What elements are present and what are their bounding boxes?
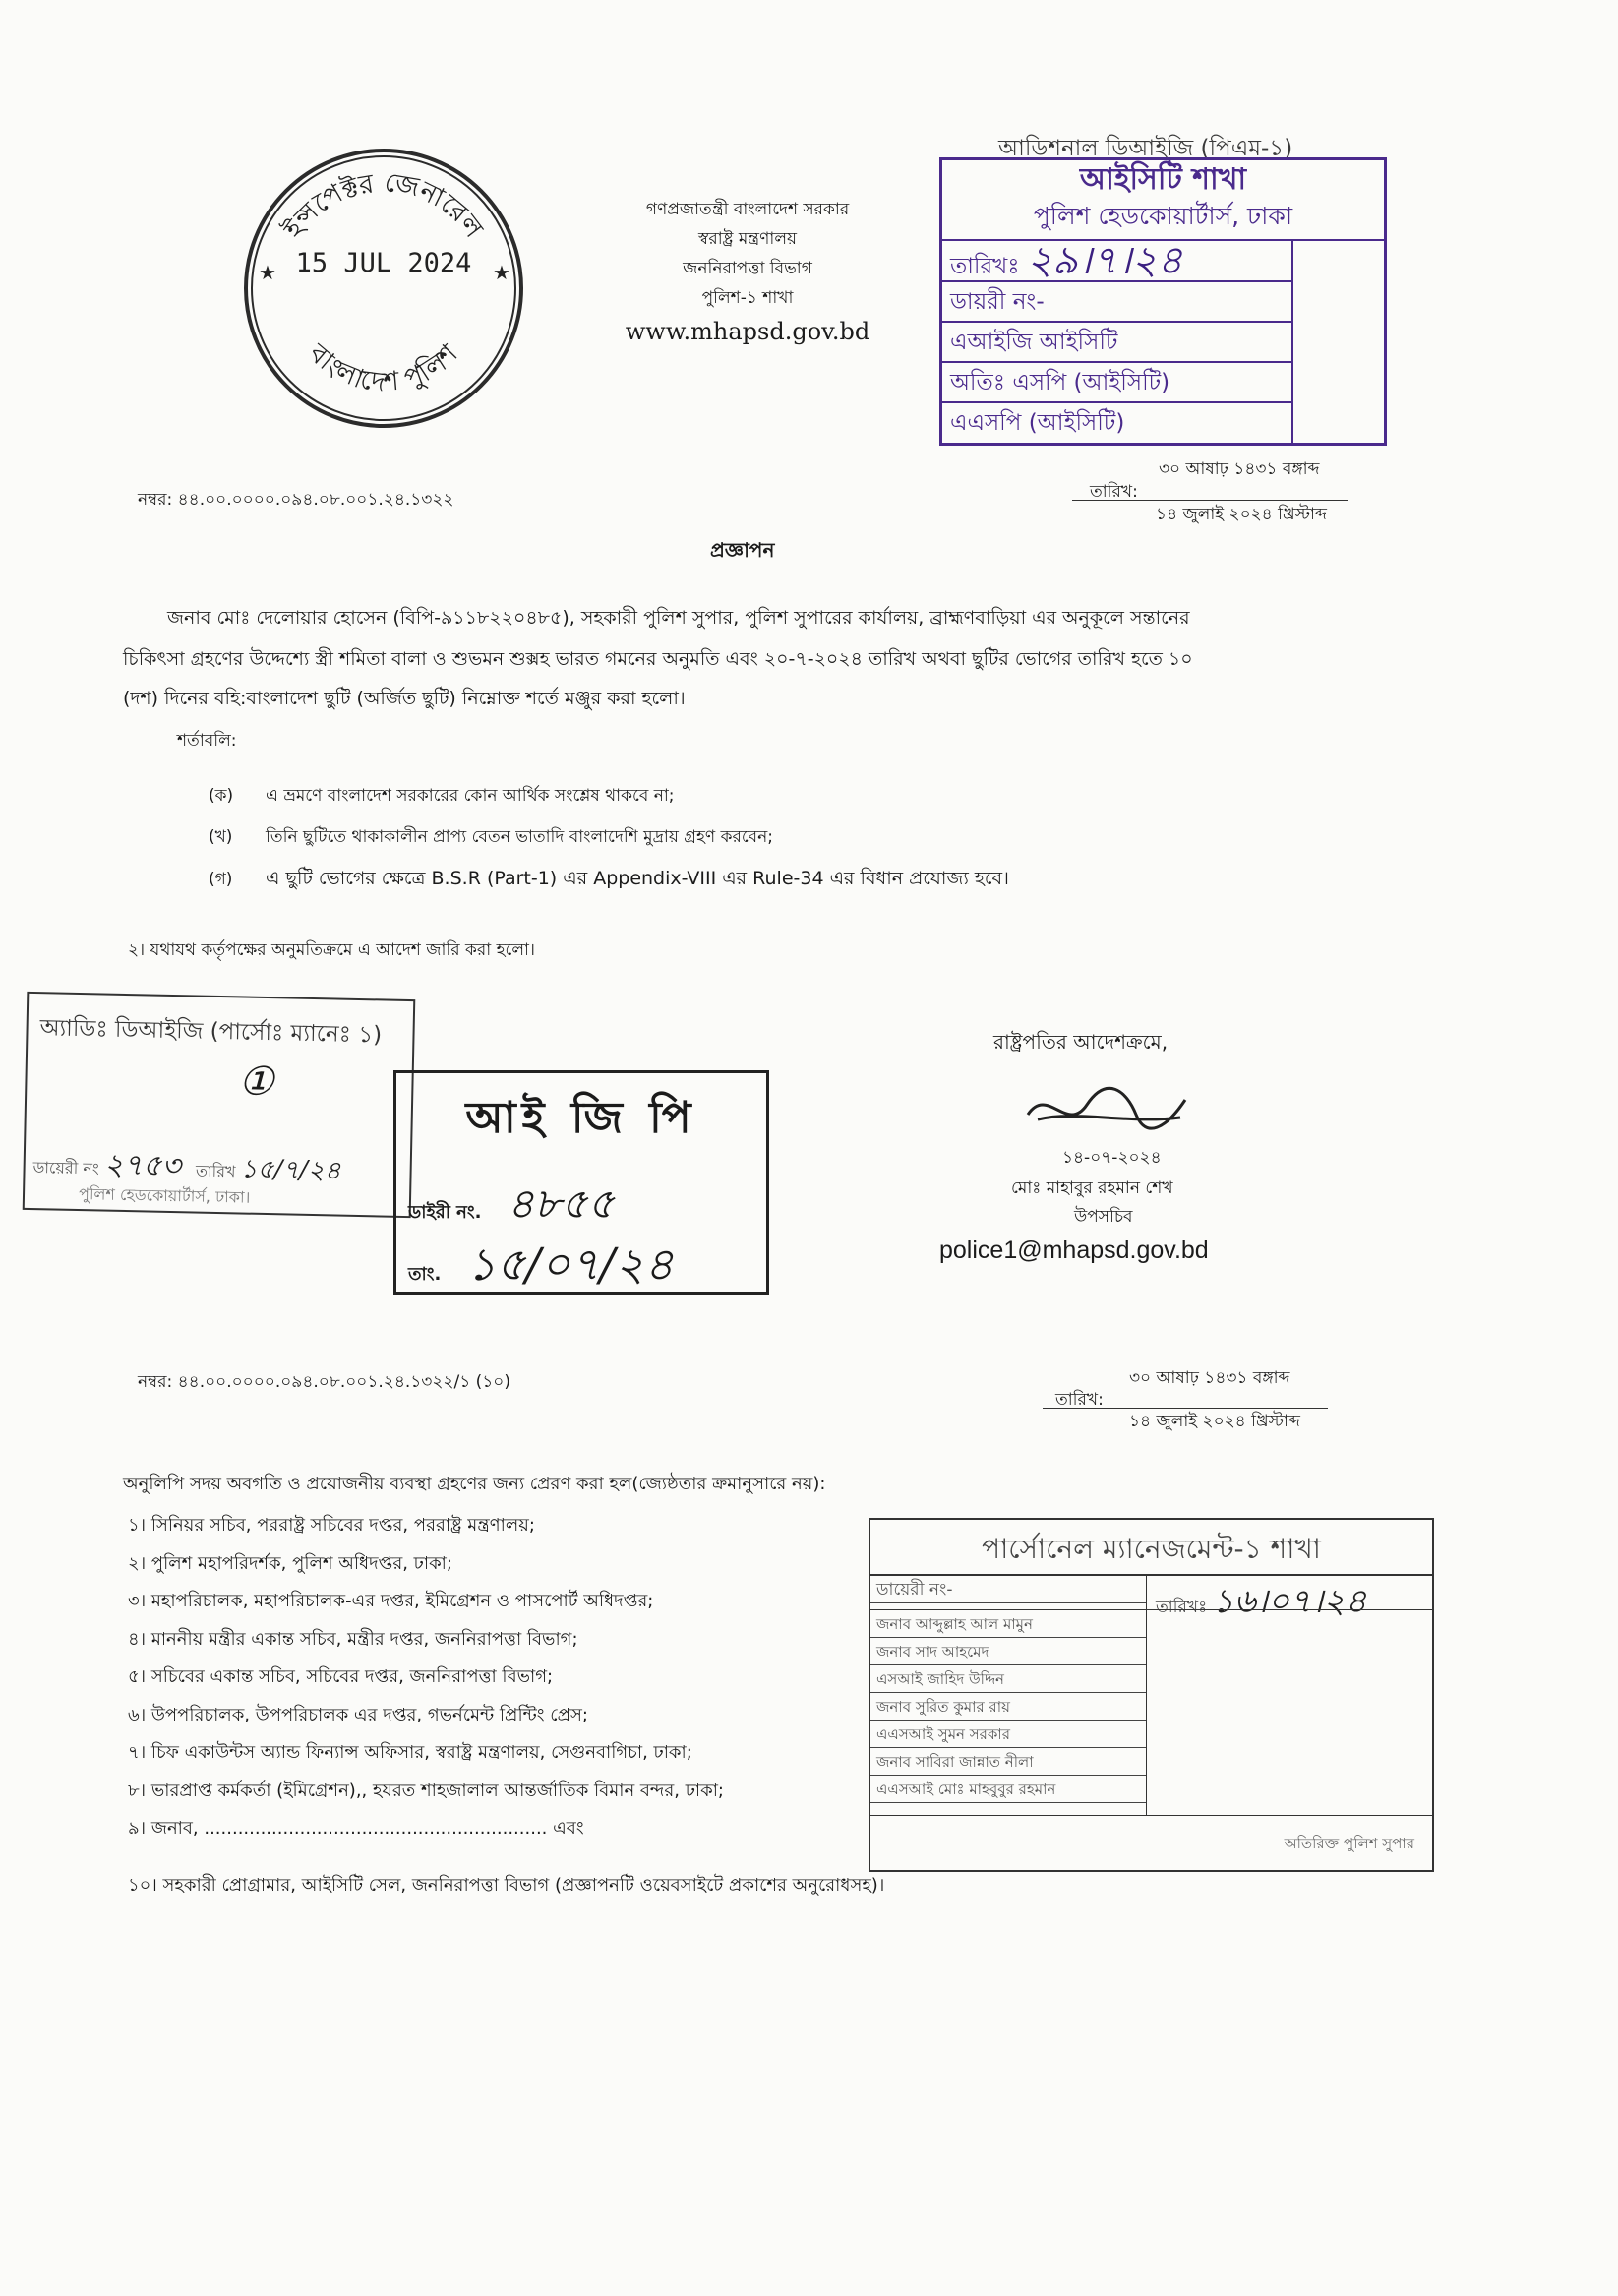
point-2: ২। যথাযথ কর্তৃপক্ষের অনুমতিক্রমে এ আদেশ জারি করা হলো। xyxy=(128,940,536,960)
copy-item: ১। সিনিয়র সচিব, পররাষ্ট্র সচিবের দপ্তর, পররাষ্ট্র মন্ত্রণালয়; xyxy=(128,1515,535,1536)
ict-date-value: ২৯।৭।২৪ xyxy=(1026,238,1183,283)
memo-date-en: ১৪ জুলাই ২০২৪ খ্রিস্টাব্দ xyxy=(1156,505,1327,524)
date-divider xyxy=(1043,1408,1328,1409)
copy-item: ৩। মহাপরিচালক, মহাপরিচালক-এর দপ্তর, ইমিগ্রেশন ও পাসপোর্ট অধিদপ্তর; xyxy=(128,1591,654,1611)
signature-date: ১৪-০৭-২০২৪ xyxy=(1062,1148,1162,1168)
copy-intro: অনুলিপি সদয় অবগতি ও প্রয়োজনীয় ব্যবস্থা গ্রহণের জন্য প্রেরণ করা হল(জ্যেষ্ঠতার ক্রমানুসারে নয়): xyxy=(123,1474,826,1494)
svg-text:বাংলাদেশ পুলিশ xyxy=(302,337,464,397)
ict-stamp-header xyxy=(942,160,1384,241)
condition-item: (খ) তিনি ছুটিতে থাকাকালীন প্রাপ্য বেতন ভাতাদি বাংলাদেশি মুদ্রায় গ্রহণ করবেন; xyxy=(209,827,773,847)
condition-item: (ক) এ ভ্রমণে বাংলাদেশ সরকারের কোন আর্থিক সংশ্লেষ থাকবে না; xyxy=(209,786,675,806)
copy-item: ২। পুলিশ মহাপরিদর্শক, পুলিশ অধিদপ্তর, ঢাকা; xyxy=(128,1552,452,1574)
star-icon: ★ xyxy=(259,261,276,284)
ict-stamp-date-row xyxy=(942,239,1291,282)
letterhead-government: গণপ্রজাতন্ত্রী বাংলাদেশ সরকার xyxy=(645,200,850,219)
body-line: জনাব মোঃ দেলোয়ার হোসেন (বিপি-৯১১৮২২০৪৮৫), সহকারী পুলিশ সুপার, পুলিশ সুপারের কার্যালয়, ব্রাহ্মণবাড়িয়া এর অনুকূলে সন্তানের xyxy=(167,607,1190,629)
ict-diary-label: ডায়রী নং- xyxy=(950,289,1045,315)
seal-top-text: ইন্সপেক্টর জেনারেল xyxy=(277,166,490,244)
inspector-general-seal xyxy=(241,146,526,431)
signatory-name: মোঃ মাহাবুর রহমান শেখ xyxy=(1011,1178,1173,1198)
star-icon: ★ xyxy=(493,261,510,284)
ict-stamp-name: আইসিটি শাখা xyxy=(1079,162,1247,197)
pm-row: এএসআই মোঃ মাহবুবুর রহমান xyxy=(870,1776,1146,1803)
igp-stamp-title: আই জি পি xyxy=(465,1093,697,1143)
notification-title: প্রজ্ঞাপন xyxy=(710,538,775,562)
date-divider xyxy=(1072,500,1348,501)
pm-row: এএসআই সুমন সরকার xyxy=(870,1721,1146,1748)
body-line: চিকিৎসা গ্রহণের উদ্দেশ্যে স্ত্রী শমিতা বালা ও শুভমন শুক্সহ ভারত গমনের অনুমতি এবং ২০-৭-২০২৪ তারিখ অথবা ছুটির ভোগের তারিখ হতে ১০ xyxy=(123,648,1193,670)
seal-bottom-text: বাংলাদেশ পুলিশ xyxy=(302,337,464,398)
left-stamp-mark: ① xyxy=(238,1058,274,1106)
ict-date-label: তারিখঃ xyxy=(950,254,1020,279)
copy-item: ৬। উপপরিচালক, উপপরিচালক এর দপ্তর, গভর্নমেন্ট প্রিন্টিং প্রেস; xyxy=(128,1704,588,1725)
pm-row: এসআই জাহিদ উদ্দিন xyxy=(870,1665,1146,1693)
presidential-order: রাষ্ট্রপতির আদেশক্রমে, xyxy=(993,1030,1169,1054)
copy-item: ৭। চিফ একাউন্টস অ্যান্ড ফিন্যান্স অফিসার, স্বরাষ্ট্র মন্ত্রণালয়, সেগুনবাগিচা, ঢাকা; xyxy=(128,1742,692,1763)
ict-stamp-row-addl-sp: অতিঃ এসপি (আইসিটি) xyxy=(942,363,1291,403)
pm-date-row: তারিখঃ ১৬।০৭।২৪ xyxy=(1156,1582,1367,1621)
pm-row: জনাব আব্দুল্লাহ আল মামুন xyxy=(870,1610,1146,1638)
ict-stamp-row-aig: এআইজি আইসিটি xyxy=(942,323,1291,363)
igp-stamp xyxy=(393,1070,769,1295)
personnel-management-stamp xyxy=(869,1518,1434,1872)
ict-stamp-sub: পুলিশ হেডকোয়ার্টার্স, ঢাকা xyxy=(1033,202,1293,230)
igp-diary-row: ডাইরী নং. ৪৮৫৫ xyxy=(408,1179,615,1228)
signatory-email[interactable]: police1@mhapsd.gov.bd xyxy=(939,1237,1209,1264)
seal-date: 15 JUL 2024 xyxy=(295,248,472,278)
pm-row: জনাব সুরিত কুমার রায় xyxy=(870,1693,1146,1721)
left-stamp-title: অ্যাডিঃ ডিআইজি (পার্সোঃ ম্যানেঃ ১) xyxy=(39,1015,383,1049)
pm-diary-row: ডায়েরী নং- xyxy=(870,1576,1146,1603)
condition-item: (গ) এ ছুটি ভোগের ক্ষেত্রে B.S.R (Part-1) এর Appendix-VIII এর Rule-34 এর বিধান প্রযোজ্য হবে। xyxy=(209,868,1009,889)
conditions-heading: শর্তাবলি: xyxy=(177,731,237,751)
letterhead-website[interactable]: www.mhapsd.gov.bd xyxy=(625,318,870,345)
pm-stamp-footer: অতিরিক্ত পুলিশ সুপার xyxy=(1284,1835,1414,1852)
memo-date-label: তারিখ: xyxy=(1090,482,1138,502)
letterhead-branch: পুলিশ-১ শাখা xyxy=(701,288,794,308)
copy-item: ৪। মাননীয় মন্ত্রীর একান্ত সচিব, মন্ত্রীর দপ্তর, জননিরাপত্তা বিভাগ; xyxy=(128,1628,578,1650)
copy-item: ১০। সহকারী প্রোগ্রামার, আইসিটি সেল, জননিরাপত্তা বিভাগ (প্রজ্ঞাপনটি ওয়েবসাইটে প্রকাশের অনুরোধসহ)। xyxy=(128,1875,885,1896)
left-stamp-footer: পুলিশ হেডকোয়ার্টার্স, ঢাকা। xyxy=(78,1184,251,1207)
memo-date-bn: ৩০ আষাঢ় ১৪৩১ বঙ্গাব্দ xyxy=(1159,459,1320,479)
copy-item: ৮। ভারপ্রাপ্ত কর্মকর্তা (ইমিগ্রেশন),, হযরত শাহজালাল আন্তর্জাতিক বিমান বন্দর, ঢাকা; xyxy=(128,1780,724,1801)
ict-stamp-row-asp: এএসপি (আইসিটি) xyxy=(950,410,1125,436)
signature-scribble xyxy=(1018,1080,1195,1139)
letterhead xyxy=(600,195,895,350)
left-stamp-diary: ডায়েরী নং ২৭৫৩ তারিখ ১৫/৭/২৪ xyxy=(32,1147,341,1186)
copy-item: ৫। সচিবের একান্ত সচিব, সচিবের দপ্তর, জননিরাপত্তা বিভাগ; xyxy=(128,1666,554,1687)
memo-number: নম্বর: ৪৪.০০.০০০০.০৯৪.০৮.০০১.২৪.১৩২২ xyxy=(138,490,454,510)
pm-row: জনাব সাদ আহমেদ xyxy=(870,1638,1146,1665)
letterhead-ministry: স্বরাষ্ট্র মন্ত্রণালয় xyxy=(698,229,797,249)
memo2-date-label: তারিখ: xyxy=(1055,1390,1104,1410)
pm-stamp-title: পার্সোনেল ম্যানেজমেন্ট-১ শাখা xyxy=(982,1533,1321,1565)
addl-dig-stamp xyxy=(23,992,416,1218)
body-paragraph xyxy=(167,598,1377,637)
letterhead-division: জননিরাপত্তা বিভাগ xyxy=(683,259,812,278)
memo2-date-bn: ৩০ আষাঢ় ১৪৩১ বঙ্গাব্দ xyxy=(1129,1368,1290,1388)
ict-stamp xyxy=(939,157,1387,446)
body-paragraph-cont xyxy=(123,639,1377,718)
copy-item: ৯। জনাব, ............................................................. এবং xyxy=(128,1818,584,1839)
body-line: (দশ) দিনের বহি:বাংলাদেশ ছুটি (অর্জিত ছুটি) নিম্নোক্ত শর্তে মঞ্জুর করা হলো। xyxy=(123,688,686,709)
signatory-designation: উপসচিব xyxy=(1074,1207,1133,1227)
memo2-number: নম্বর: ৪৪.০০.০০০০.০৯৪.০৮.০০১.২৪.১৩২২/১ (১০) xyxy=(138,1372,510,1392)
conditions-list xyxy=(209,775,1009,900)
copy-list xyxy=(128,1507,993,1848)
igp-date-row: তাং. ১৫/০৭/২৪ xyxy=(408,1238,674,1291)
pm-row: জনাব সাবিরা জান্নাত নীলা xyxy=(870,1748,1146,1776)
ict-stamp-title: আডিশনাল ডিআইজি (পিএম-১) xyxy=(998,136,1293,161)
memo2-date-en: ১৪ জুলাই ২০২৪ খ্রিস্টাব্দ xyxy=(1129,1412,1300,1431)
ict-stamp-diary-row xyxy=(942,282,1291,323)
